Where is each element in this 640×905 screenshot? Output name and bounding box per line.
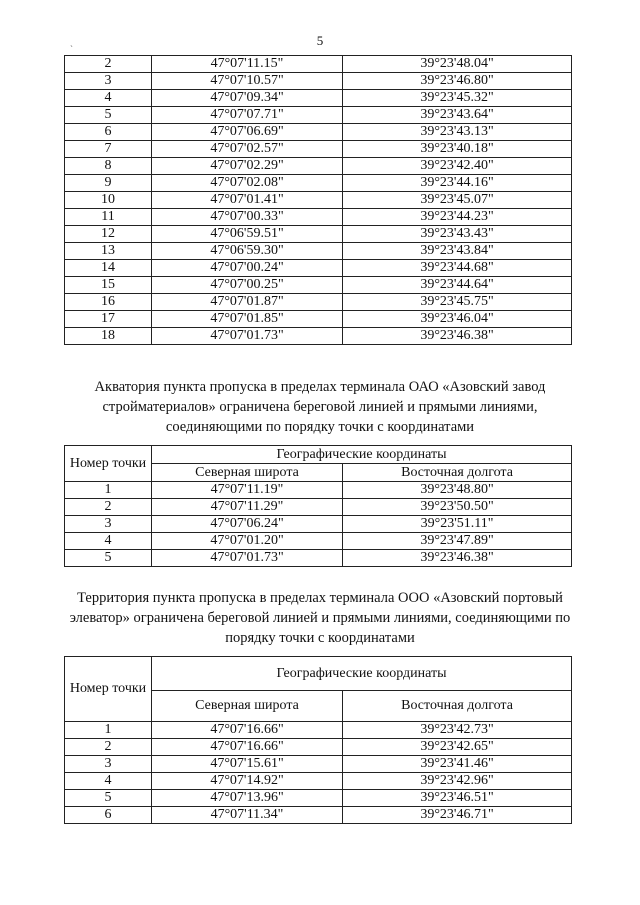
point-number-cell: 2 [65,56,152,73]
table-row [65,756,572,773]
point-number-cell: 4 [65,773,152,790]
table-row [65,175,572,192]
latitude-cell: 47°07'11.34" [152,807,343,824]
longitude-cell: 39°23'43.84" [343,243,572,260]
longitude-cell: 39°23'46.71" [343,807,572,824]
latitude-cell: 47°07'01.73" [152,328,343,345]
coordinates-table-3 [64,656,572,824]
table-row [65,722,572,739]
latitude-cell: 47°07'02.57" [152,141,343,158]
latitude-cell: 47°07'11.15" [152,56,343,73]
longitude-cell: 39°23'46.51" [343,790,572,807]
table-row [65,192,572,209]
table-row [65,328,572,345]
longitude-cell: 39°23'45.75" [343,294,572,311]
table-row [65,739,572,756]
table-row [65,260,572,277]
table-row [65,311,572,328]
table-row [65,141,572,158]
longitude-header: Восточная долгота [343,464,572,482]
point-number-cell: 11 [65,209,152,226]
longitude-cell: 39°23'48.04" [343,56,572,73]
latitude-cell: 47°07'16.66" [152,722,343,739]
table-row [65,90,572,107]
geo-coordinates-header: Географические координаты [152,657,572,691]
longitude-cell: 39°23'45.07" [343,192,572,209]
page-number: 5 [316,33,324,48]
point-number-cell: 3 [65,73,152,90]
table-row [65,482,572,499]
point-number-cell: 2 [65,739,152,756]
latitude-cell: 47°07'00.25" [152,277,343,294]
longitude-cell: 39°23'50.50" [343,499,572,516]
longitude-cell: 39°23'44.16" [343,175,572,192]
point-number-cell: 16 [65,294,152,311]
latitude-cell: 47°06'59.51" [152,226,343,243]
longitude-cell: 39°23'42.65" [343,739,572,756]
latitude-cell: 47°07'06.24" [152,516,343,533]
latitude-cell: 47°07'14.92" [152,773,343,790]
table-row [65,56,572,73]
table-row [65,226,572,243]
point-number-cell: 18 [65,328,152,345]
longitude-cell: 39°23'42.73" [343,722,572,739]
paragraph-azov-port-elevator: Территория пункта пропуска в пределах терминала ООО «Азовский портовый элеватор» ограничена береговой линией и прямыми линиями, соединяющими по порядку точки с координатами [69,590,571,646]
table-row [65,516,572,533]
point-number-cell: 5 [65,790,152,807]
table-row [65,107,572,124]
longitude-cell: 39°23'43.43" [343,226,572,243]
longitude-cell: 39°23'46.38" [343,550,572,567]
coordinates-table-1 [64,55,572,345]
latitude-header: Северная широта [152,691,343,722]
point-number-header: Номер точки [65,446,152,482]
latitude-cell: 47°07'01.85" [152,311,343,328]
latitude-cell: 47°07'02.29" [152,158,343,175]
latitude-cell: 47°07'06.69" [152,124,343,141]
latitude-cell: 47°07'00.24" [152,260,343,277]
longitude-cell: 39°23'46.80" [343,73,572,90]
latitude-cell: 47°07'13.96" [152,790,343,807]
point-number-cell: 5 [65,550,152,567]
point-number-cell: 6 [65,124,152,141]
table-row [65,277,572,294]
table-row [65,533,572,550]
point-number-cell: 8 [65,158,152,175]
point-number-cell: 4 [65,90,152,107]
scan-speck: ` [70,44,73,54]
latitude-cell: 47°07'11.29" [152,499,343,516]
latitude-cell: 47°07'01.73" [152,550,343,567]
latitude-cell: 47°07'07.71" [152,107,343,124]
longitude-cell: 39°23'43.13" [343,124,572,141]
longitude-header: Восточная долгота [343,691,572,722]
point-number-cell: 13 [65,243,152,260]
geo-coordinates-header: Географические координаты [152,446,572,464]
point-number-cell: 3 [65,756,152,773]
point-number-cell: 4 [65,533,152,550]
coordinates-table-2 [64,445,572,567]
point-number-cell: 14 [65,260,152,277]
latitude-cell: 47°07'10.57" [152,73,343,90]
point-number-cell: 1 [65,482,152,499]
latitude-cell: 47°07'01.20" [152,533,343,550]
latitude-cell: 47°07'11.19" [152,482,343,499]
longitude-cell: 39°23'47.89" [343,533,572,550]
table-row [65,550,572,567]
table-row [65,124,572,141]
latitude-cell: 47°07'15.61" [152,756,343,773]
paragraph-azov-building-materials: Акватория пункта пропуска в пределах терминала ОАО «Азовский завод стройматериалов» ограничена береговой линией и прямыми линиями, соединяющими по порядку точки с координатами [94,379,546,435]
longitude-cell: 39°23'51.11" [343,516,572,533]
table-row [65,209,572,226]
longitude-cell: 39°23'43.64" [343,107,572,124]
longitude-cell: 39°23'44.68" [343,260,572,277]
table-row [65,294,572,311]
longitude-cell: 39°23'40.18" [343,141,572,158]
latitude-header: Северная широта [152,464,343,482]
table-row [65,243,572,260]
longitude-cell: 39°23'46.04" [343,311,572,328]
point-number-cell: 6 [65,807,152,824]
point-number-cell: 17 [65,311,152,328]
table-row [65,773,572,790]
latitude-cell: 47°07'00.33" [152,209,343,226]
longitude-cell: 39°23'45.32" [343,90,572,107]
table-row [65,499,572,516]
point-number-cell: 12 [65,226,152,243]
point-number-cell: 7 [65,141,152,158]
latitude-cell: 47°07'09.34" [152,90,343,107]
longitude-cell: 39°23'46.38" [343,328,572,345]
point-number-cell: 15 [65,277,152,294]
point-number-header: Номер точки [65,657,152,722]
table-row [65,790,572,807]
point-number-cell: 1 [65,722,152,739]
longitude-cell: 39°23'42.96" [343,773,572,790]
point-number-cell: 3 [65,516,152,533]
longitude-cell: 39°23'41.46" [343,756,572,773]
longitude-cell: 39°23'44.64" [343,277,572,294]
point-number-cell: 10 [65,192,152,209]
point-number-cell: 9 [65,175,152,192]
longitude-cell: 39°23'48.80" [343,482,572,499]
table-row [65,807,572,824]
latitude-cell: 47°06'59.30" [152,243,343,260]
latitude-cell: 47°07'16.66" [152,739,343,756]
latitude-cell: 47°07'01.41" [152,192,343,209]
point-number-cell: 5 [65,107,152,124]
latitude-cell: 47°07'01.87" [152,294,343,311]
point-number-cell: 2 [65,499,152,516]
longitude-cell: 39°23'44.23" [343,209,572,226]
table-row [65,158,572,175]
longitude-cell: 39°23'42.40" [343,158,572,175]
latitude-cell: 47°07'02.08" [152,175,343,192]
table-row [65,73,572,90]
